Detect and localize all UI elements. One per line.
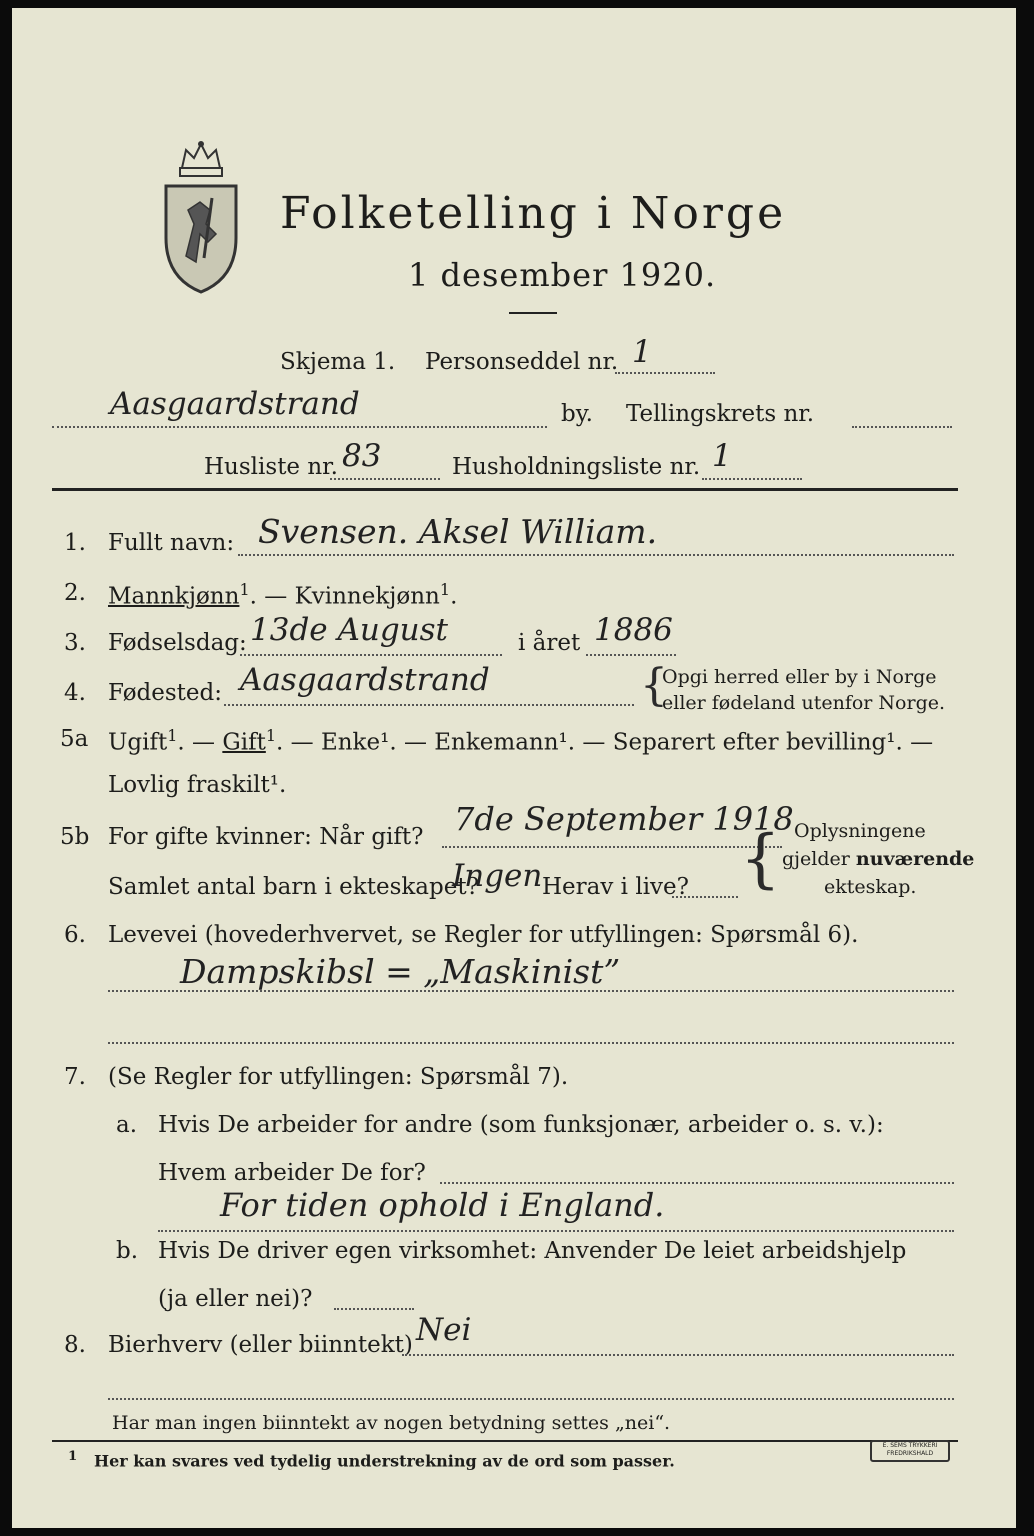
coat-of-arms-icon bbox=[160, 138, 242, 296]
children-count-value[interactable]: Ingen bbox=[452, 858, 543, 894]
live-line bbox=[672, 896, 738, 898]
q7b-question: (ja eller nei)? bbox=[158, 1286, 313, 1312]
side-income-value[interactable]: Nei bbox=[416, 1312, 472, 1348]
q5b-label: For gifte kvinner: Når gift? bbox=[108, 824, 424, 850]
marital-status-options[interactable]: Ugift$^1$. — Gift$^1$. — Enke¹. — Enkemann¹. — Separert efter bevilling¹. — bbox=[108, 726, 934, 756]
marriage-note-2: gjelder nuværende bbox=[782, 848, 975, 870]
husholdning-value[interactable]: 1 bbox=[712, 438, 732, 474]
footer-note: Har man ingen biinntekt av nogen betydning settes „nei“. bbox=[112, 1412, 671, 1434]
tellingskrets-label: Tellingskrets nr. bbox=[626, 401, 815, 427]
occupation-line-2 bbox=[108, 1042, 954, 1044]
occupation-value[interactable]: Dampskibsl = „Maskinist” bbox=[180, 952, 621, 991]
by-value[interactable]: Aasgaardstrand bbox=[110, 386, 360, 422]
title-divider bbox=[509, 312, 557, 314]
printer-stamp: E. SEMS TRYKKERI FREDRIKSHALD bbox=[870, 1440, 950, 1462]
q1-label: Fullt navn: bbox=[108, 530, 235, 556]
husliste-label: Husliste nr. bbox=[204, 454, 338, 480]
q2-number: 2. bbox=[64, 580, 86, 606]
employer-line-1 bbox=[440, 1182, 954, 1184]
footer-divider bbox=[52, 1440, 958, 1442]
marriage-date-line bbox=[442, 846, 782, 848]
hired-help-line bbox=[334, 1308, 414, 1310]
husliste-value[interactable]: 83 bbox=[342, 438, 382, 474]
skjema-label: Skjema 1. bbox=[280, 349, 396, 375]
side-income-line bbox=[402, 1354, 954, 1356]
q7b-letter: b. bbox=[116, 1238, 139, 1264]
q5b-number: 5b bbox=[60, 824, 90, 850]
q1-number: 1. bbox=[64, 530, 86, 556]
q3-label: Fødselsdag: bbox=[108, 630, 247, 656]
marriage-date-value[interactable]: 7de September 1918 bbox=[454, 800, 794, 838]
sex-female-option[interactable]: Kvinnekjønn bbox=[294, 583, 440, 610]
q6-number: 6. bbox=[64, 922, 86, 948]
sex-options[interactable]: Mannkjønn$^1$. — Kvinnekjønn$^1$. bbox=[108, 580, 458, 610]
birth-year-line bbox=[586, 654, 676, 656]
husliste-line bbox=[330, 478, 440, 480]
q8-number: 8. bbox=[64, 1332, 86, 1358]
q7b-text: Hvis De driver egen virksomhet: Anvender De leiet arbeidshjelp bbox=[158, 1238, 907, 1264]
q6-label: Levevei (hovederhvervet, se Regler for utfyllingen: Spørsmål 6). bbox=[108, 922, 859, 948]
full-name-value[interactable]: Svensen. Aksel William. bbox=[258, 512, 658, 551]
live-label: Herav i live? bbox=[542, 874, 689, 900]
birthday-value[interactable]: 13de August bbox=[250, 612, 449, 648]
q7-label: (Se Regler for utfyllingen: Spørsmål 7). bbox=[108, 1064, 569, 1090]
tellingskrets-line bbox=[852, 426, 952, 428]
other-marital-options[interactable]: . — Enke¹. — Enkemann¹. — Separert efter bevilling¹. — bbox=[276, 729, 934, 756]
q7a-text: Hvis De arbeider for andre (som funksjonær, arbeider o. s. v.): bbox=[158, 1112, 884, 1138]
full-name-line bbox=[238, 554, 954, 556]
year-label: i året bbox=[518, 630, 581, 656]
gift-option[interactable]: Gift bbox=[222, 729, 266, 756]
marriage-note-1: Oplysningene bbox=[794, 820, 926, 842]
sex-male-option[interactable]: Mannkjønn bbox=[108, 583, 240, 610]
q7-number: 7. bbox=[64, 1064, 86, 1090]
header-divider bbox=[52, 488, 958, 491]
lovlig-fraskilt-option[interactable]: Lovlig fraskilt¹. bbox=[108, 772, 287, 798]
occupation-line-1 bbox=[108, 990, 954, 992]
personseddel-value[interactable]: 1 bbox=[632, 334, 652, 370]
q4-number: 4. bbox=[64, 680, 86, 706]
footnote: $^1$ Her kan svares ved tydelig understrekning av de ord som passer. bbox=[68, 1448, 675, 1471]
marriage-note-3: ekteskap. bbox=[824, 876, 917, 898]
birthplace-note-1: Opgi herred eller by i Norge bbox=[662, 666, 937, 688]
employer-value[interactable]: For tiden ophold i England. bbox=[220, 1186, 665, 1224]
form-title: Folketelling i Norge bbox=[280, 188, 787, 239]
husholdning-label: Husholdningsliste nr. bbox=[452, 454, 701, 480]
q4-label: Fødested: bbox=[108, 680, 223, 706]
q3-number: 3. bbox=[64, 630, 86, 656]
ugift-option[interactable]: Ugift bbox=[108, 729, 168, 756]
by-line bbox=[52, 426, 547, 428]
marriage-brace: { bbox=[740, 822, 781, 896]
birthday-line bbox=[240, 654, 502, 656]
employer-line-2 bbox=[158, 1230, 954, 1232]
q7a-letter: a. bbox=[116, 1112, 138, 1138]
birthplace-note-2: eller fødeland utenfor Norge. bbox=[662, 692, 946, 714]
side-income-line-2 bbox=[108, 1398, 954, 1400]
q5a-number: 5a bbox=[60, 726, 89, 752]
birth-year-value[interactable]: 1886 bbox=[594, 612, 673, 648]
census-form bbox=[12, 8, 1016, 1528]
birthplace-value[interactable]: Aasgaardstrand bbox=[240, 662, 490, 698]
husholdning-line bbox=[702, 478, 802, 480]
birthplace-line bbox=[224, 704, 634, 706]
q7a-question: Hvem arbeider De for? bbox=[158, 1160, 426, 1186]
barn-label: Samlet antal barn i ekteskapet? bbox=[108, 874, 479, 900]
q8-label: Bierhverv (eller biinntekt) bbox=[108, 1332, 413, 1358]
personseddel-line bbox=[615, 372, 715, 374]
birthplace-brace: { bbox=[640, 660, 668, 711]
census-date: 1 desember 1920. bbox=[408, 256, 717, 294]
by-label: by. bbox=[561, 401, 593, 427]
personseddel-label: Personseddel nr. bbox=[425, 349, 619, 375]
